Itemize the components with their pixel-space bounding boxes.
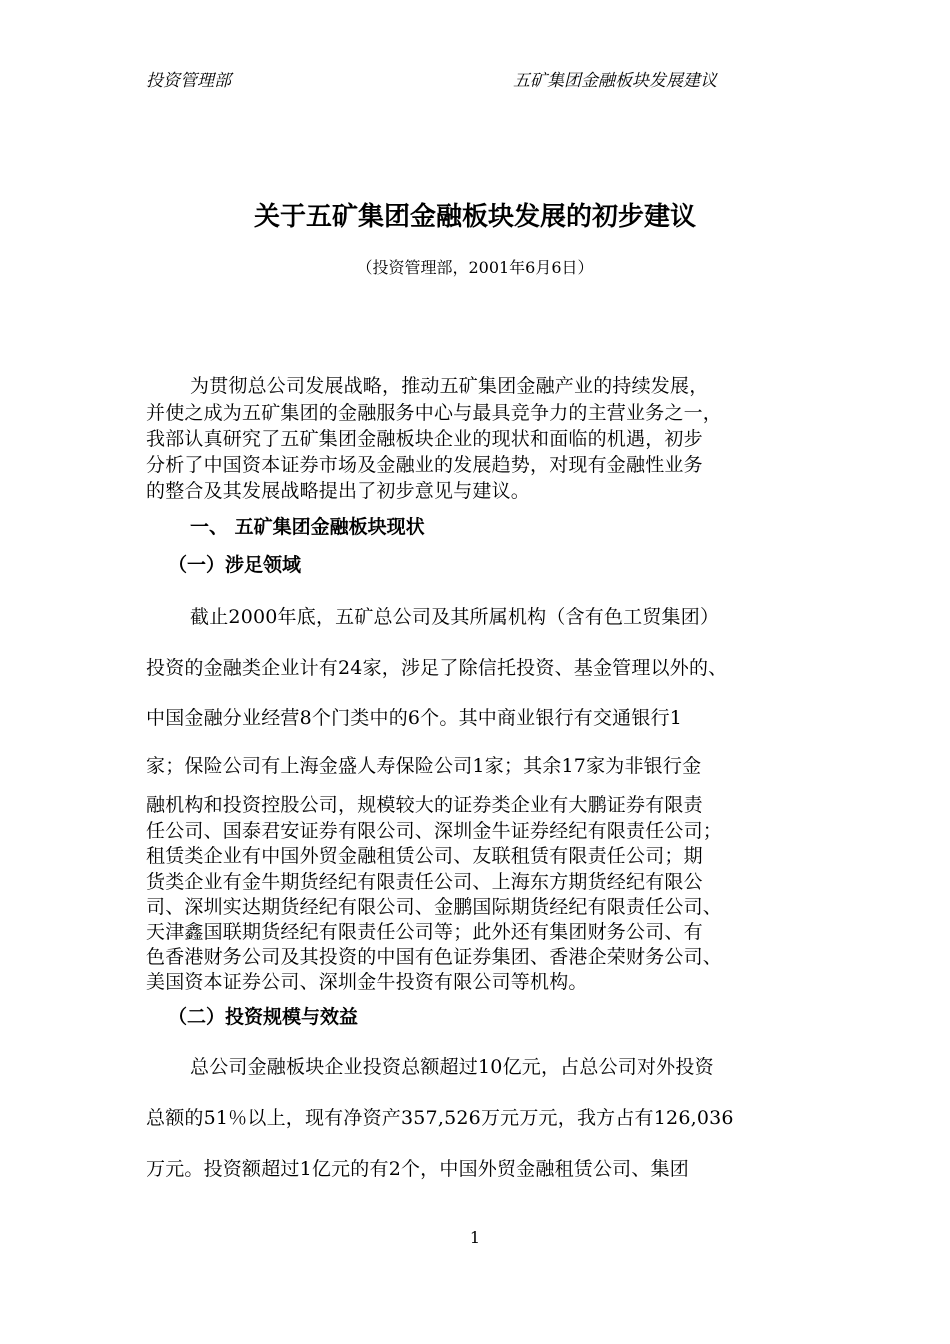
running-header-department: 投资管理部 <box>146 71 231 91</box>
paragraph-line: 家；保险公司有上海金盛人寿保险公司1家；其余17家为非银行金 <box>146 755 702 777</box>
document-subtitle: （投资管理部，2001年6月6日） <box>356 258 594 277</box>
intro-line: 的整合及其发展战略提出了初步意见与建议。 <box>146 480 531 502</box>
intro-line: 为贯彻总公司发展战略，推动五矿集团金融产业的持续发展， <box>190 375 709 397</box>
paragraph-line: 万元。投资额超过1亿元的有2个，中国外贸金融租赁公司、集团 <box>146 1158 689 1180</box>
paragraph-line: 任公司、国泰君安证券有限公司、深圳金牛证券经纪有限责任公司； <box>146 820 723 842</box>
intro-line: 分析了中国资本证券市场及金融业的发展趋势，对现有金融性业务 <box>146 454 703 476</box>
paragraph-line: 美国资本证券公司、深圳金牛投资有限公司等机构。 <box>146 971 588 993</box>
paragraph-line: 融机构和投资控股公司，规模较大的证券类企业有大鹏证券有限责 <box>146 794 703 816</box>
paragraph-line: 色香港财务公司及其投资的中国有色证券集团、香港企荣财务公司、 <box>146 946 723 968</box>
page-number: 1 <box>469 1228 481 1247</box>
paragraph-line: 货类企业有金牛期货经纪有限责任公司、上海东方期货经纪有限公 <box>146 871 703 893</box>
paragraph-line: 天津鑫国联期货经纪有限责任公司等；此外还有集团财务公司、有 <box>146 921 703 943</box>
paragraph-line: 总公司金融板块企业投资总额超过10亿元，占总公司对外投资 <box>190 1056 714 1078</box>
running-header-document-title: 五矿集团金融板块发展建议 <box>513 71 717 91</box>
intro-line: 并使之成为五矿集团的金融服务中心与最具竞争力的主营业务之一， <box>146 402 723 424</box>
paragraph-line: 司、深圳实达期货经纪有限公司、金鹏国际期货经纪有限责任公司、 <box>146 896 723 918</box>
section-heading-1: 一、 五矿集团金融板块现状 <box>190 516 425 538</box>
paragraph-line: 总额的51％以上，现有净资产357,526万元万元，我方占有126,036 <box>146 1107 734 1129</box>
document-title: 关于五矿集团金融板块发展的初步建议 <box>253 202 696 232</box>
subsection-heading-1: （一）涉足领域 <box>168 554 302 576</box>
paragraph-line: 截止2000年底，五矿总公司及其所属机构（含有色工贸集团） <box>190 606 720 628</box>
subsection-heading-2: （二）投资规模与效益 <box>168 1006 359 1028</box>
paragraph-line: 投资的金融类企业计有24家，涉足了除信托投资、基金管理以外的、 <box>146 657 728 679</box>
paragraph-line: 中国金融分业经营8个门类中的6个。其中商业银行有交通银行1 <box>146 707 683 729</box>
intro-line: 我部认真研究了五矿集团金融板块企业的现状和面临的机遇，初步 <box>146 428 703 450</box>
paragraph-line: 租赁类企业有中国外贸金融租赁公司、友联租赁有限责任公司；期 <box>146 845 703 867</box>
